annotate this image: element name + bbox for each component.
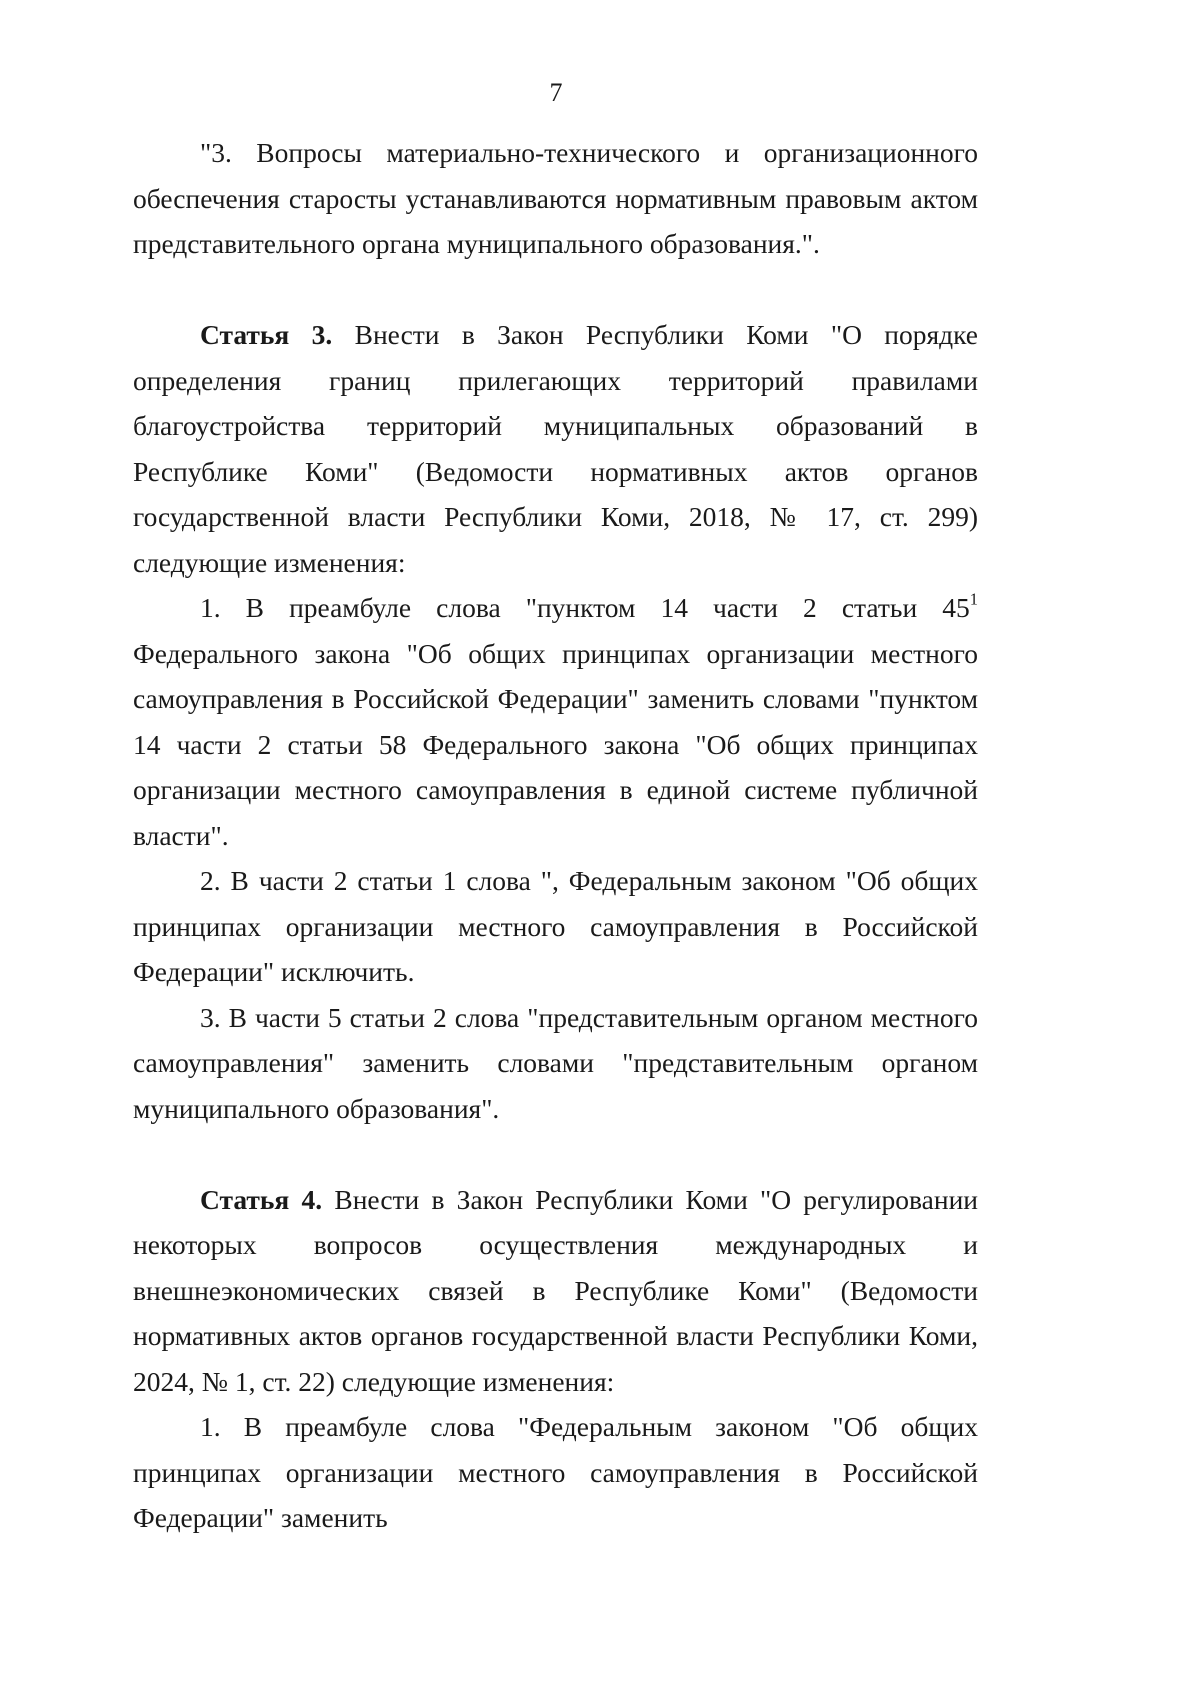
article-4-intro-text: Внести в Закон Республики Коми "О регулировании некоторых вопросов осуществления международных и внешнеэкономических связей в Республике Коми" (Ведомости нормативных актов органов государственной власти Республики Коми, 2024, № 1, ст. 22) следующие изменения: [133, 1183, 979, 1397]
article-3-item-1-text-b: Федерального закона "Об общих принципах организации местного самоуправления в Российской Федерации" заменить словами "пунктом 14 части 2 статьи 58 Федерального закона "Об общих принципах организации местного самоуправления в единой системе публичной власти". [133, 637, 978, 851]
article-3-intro-text: Внести в Закон Республики Коми "О порядке определения границ прилегающих территорий правилами благоустройства территорий муниципальных образований в Республике Коми" (Ведомости нормативных актов органов государственной власти Республики Коми, 2018, № 17, ст. 299) следующие изменения: [133, 319, 979, 578]
article-3-intro [133, 312, 978, 585]
paragraph-article2-part3: "3. Вопросы материально-технического и организационного обеспечения старосты устанавливаются нормативным правовым актом представительного органа муниципального образования.". [133, 137, 978, 259]
paragraph-spacer [133, 1131, 978, 1177]
article-3-item-3: 3. В части 5 статьи 2 слова "представительным органом местного самоуправления" заменить словами "представительным органом муниципального образования". [133, 1001, 978, 1124]
article-4-intro [133, 1177, 978, 1405]
article-3-item-1 [133, 585, 978, 858]
article-3-heading: Статья 3. [200, 319, 333, 350]
paragraph-spacer [133, 267, 978, 313]
article-3-item-1-text-a: 1. В преамбуле слова "пунктом 14 части 2 статьи 45 [200, 592, 970, 623]
superscript: 1 [969, 589, 978, 609]
article-3-item-2: 2. В части 2 статьи 1 слова ", Федеральным законом "Об общих принципах организации местного самоуправления в Российской Федерации" исключить. [133, 865, 978, 987]
article-4-item-1: 1. В преамбуле слова "Федеральным законом "Об общих принципах организации местного самоуправления в Российской Федерации" заменить [133, 1411, 978, 1533]
document-body [133, 130, 978, 1541]
article-4-heading: Статья 4. [200, 1183, 323, 1215]
page-number: 7 [549, 78, 563, 107]
